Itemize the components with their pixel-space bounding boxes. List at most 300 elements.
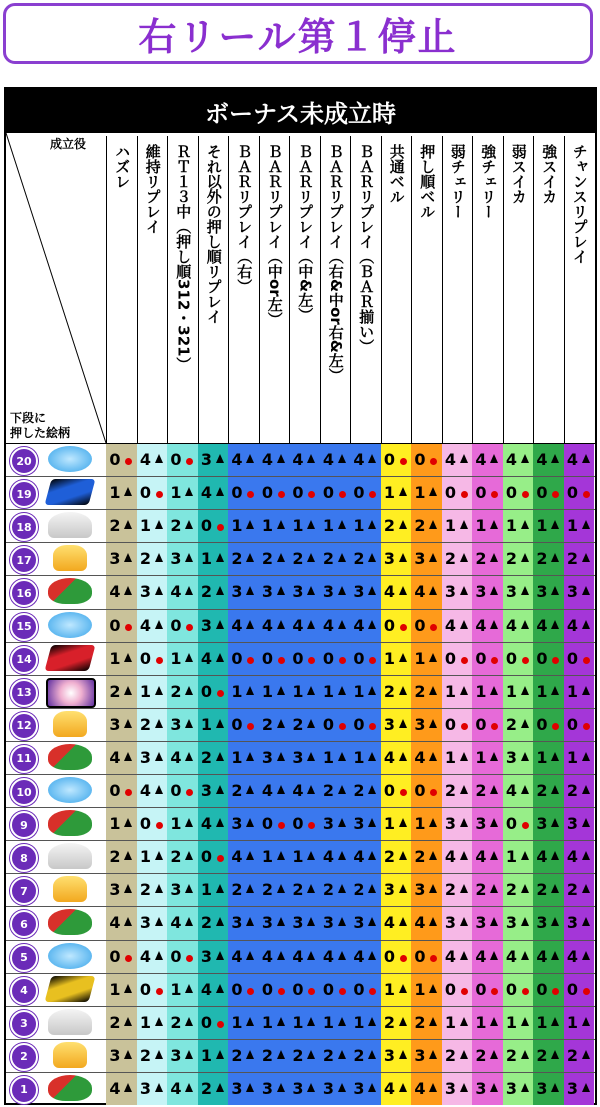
slip-up-arrow-icon: [460, 520, 468, 529]
slip-up-arrow-icon: [368, 520, 376, 529]
cell-value: 2: [353, 1045, 365, 1065]
cell-value: 3: [505, 913, 518, 933]
slip-up-arrow-icon: [429, 818, 437, 827]
slip-up-arrow-icon: [246, 884, 254, 893]
cell-value: 4: [536, 615, 548, 635]
slip-up-arrow-icon: [124, 884, 132, 893]
cell-value: 3: [505, 747, 518, 767]
slip-up-arrow-icon: [124, 752, 132, 761]
slip-up-arrow-icon: [582, 818, 590, 827]
row-divider: [6, 940, 595, 941]
slip-dot-icon: [217, 855, 224, 862]
slip-up-arrow-icon: [155, 520, 163, 529]
cell-value: 4: [200, 814, 213, 834]
cell-value: 3: [292, 1078, 304, 1098]
cell-value: 3: [109, 714, 121, 734]
cell-value: 3: [566, 814, 579, 834]
slip-dot-icon: [247, 657, 254, 664]
slip-up-arrow-icon: [429, 520, 437, 529]
slip-up-arrow-icon: [582, 686, 590, 695]
cell-value: 4: [536, 450, 548, 469]
cell-value: 0: [475, 714, 487, 734]
cell-value: 2: [505, 880, 518, 900]
cell-value: 3: [505, 582, 518, 602]
slip-up-arrow-icon: [155, 620, 163, 629]
cell-value: 0: [322, 979, 335, 999]
cell-value: 1: [475, 1012, 487, 1032]
bar-red-symbol-icon: [45, 645, 96, 671]
slip-up-arrow-icon: [185, 520, 193, 529]
cell-value: 4: [414, 1078, 426, 1098]
cell-value: 0: [322, 483, 335, 503]
cell-value: 1: [414, 648, 426, 668]
cell-value: 1: [383, 814, 396, 834]
slip-up-arrow-icon: [490, 818, 498, 827]
cell-value: 2: [383, 681, 396, 701]
cell-value: 1: [444, 1012, 457, 1032]
cell-value: 4: [475, 450, 487, 469]
bar-blue-symbol-icon: [45, 479, 96, 505]
slip-up-arrow-icon: [185, 686, 193, 695]
slip-up-arrow-icon: [246, 1050, 254, 1059]
cell-value: 3: [322, 1078, 335, 1098]
cell-value: 2: [292, 714, 304, 734]
slip-up-arrow-icon: [216, 454, 224, 463]
cell-value: 3: [292, 913, 304, 933]
slip-dot-icon: [339, 723, 346, 730]
slip-up-arrow-icon: [277, 586, 285, 595]
cell-value: 0: [200, 681, 213, 701]
slip-up-arrow-icon: [490, 553, 498, 562]
cell-value: 3: [475, 582, 487, 602]
slip-up-arrow-icon: [429, 487, 437, 496]
slip-up-arrow-icon: [124, 984, 132, 993]
cell-value: 3: [353, 913, 365, 933]
page-title: 右リール第１停止: [138, 15, 458, 59]
slip-up-arrow-icon: [399, 851, 407, 860]
slip-dot-icon: [217, 524, 224, 531]
slip-up-arrow-icon: [246, 1083, 254, 1092]
special-symbol-icon: [46, 678, 96, 708]
slip-up-arrow-icon: [185, 487, 193, 496]
cell-value: 4: [231, 946, 243, 966]
cell-value: 4: [566, 946, 579, 966]
cell-value: 1: [170, 979, 182, 999]
cell-value: 2: [261, 880, 274, 900]
cell-value: 4: [536, 847, 548, 867]
slip-up-arrow-icon: [216, 917, 224, 926]
slip-up-arrow-icon: [338, 917, 346, 926]
slip-up-arrow-icon: [307, 884, 315, 893]
slip-dot-icon: [552, 988, 559, 995]
slip-dot-icon: [278, 822, 285, 829]
slip-up-arrow-icon: [338, 520, 346, 529]
cell-value: 1: [505, 681, 518, 701]
cell-value: 4: [414, 582, 426, 602]
cell-value: 1: [414, 979, 426, 999]
cell-value: 4: [444, 450, 457, 469]
cell-value: 3: [383, 1045, 396, 1065]
cell-value: 4: [414, 913, 426, 933]
slip-up-arrow-icon: [551, 818, 559, 827]
row-divider: [6, 973, 595, 974]
slip-up-arrow-icon: [124, 818, 132, 827]
slip-dot-icon: [583, 657, 590, 664]
cell-value: 0: [322, 648, 335, 668]
slip-up-arrow-icon: [368, 818, 376, 827]
cell-value: 4: [444, 946, 457, 966]
cell-value: 3: [414, 714, 426, 734]
row-divider: [6, 575, 595, 576]
row-divider: [6, 1039, 595, 1040]
cell-value: 2: [353, 781, 365, 800]
column-header-2: [167, 136, 198, 443]
column-header-label: ＢＡＲリプレイ（中or左）: [265, 144, 284, 327]
cell-value: 2: [475, 880, 487, 900]
cell-value: 1: [414, 483, 426, 503]
cell-value: 3: [353, 814, 365, 834]
cell-value: 2: [505, 714, 518, 734]
cell-value: 4: [170, 913, 182, 933]
row-number-badge: 16: [10, 579, 38, 607]
cell-value: 3: [353, 1078, 365, 1098]
slip-up-arrow-icon: [307, 951, 315, 960]
cell-value: 0: [231, 483, 243, 503]
cell-value: 2: [566, 880, 579, 900]
cell-value: 4: [292, 615, 304, 635]
cell-value: 2: [231, 880, 243, 900]
stop-table: [4, 87, 597, 1105]
slip-up-arrow-icon: [582, 851, 590, 860]
slip-up-arrow-icon: [460, 752, 468, 761]
cell-value: 4: [322, 615, 335, 635]
cell-value: 1: [322, 747, 335, 767]
cell-value: 2: [109, 1012, 121, 1032]
row-number-badge: 9: [10, 811, 38, 839]
cell-value: 1: [475, 681, 487, 701]
slip-up-arrow-icon: [185, 719, 193, 728]
cell-value: 0: [292, 814, 304, 834]
cell-value: 2: [139, 549, 152, 569]
slip-up-arrow-icon: [429, 1017, 437, 1026]
cell-value: 4: [383, 582, 396, 602]
row-number-badge: 5: [10, 944, 38, 972]
slip-up-arrow-icon: [551, 686, 559, 695]
bar-yellow-symbol-icon: [45, 976, 96, 1002]
slip-up-arrow-icon: [399, 1050, 407, 1059]
slip-up-arrow-icon: [246, 686, 254, 695]
slip-up-arrow-icon: [246, 818, 254, 827]
slip-up-arrow-icon: [338, 454, 346, 463]
cell-value: 3: [475, 913, 487, 933]
cell-value: 0: [109, 615, 121, 635]
cell-value: 2: [322, 781, 335, 800]
slip-up-arrow-icon: [155, 1017, 163, 1026]
cell-value: 0: [109, 781, 121, 800]
slip-up-arrow-icon: [368, 951, 376, 960]
cell-value: 1: [505, 847, 518, 867]
cell-value: 3: [566, 1078, 579, 1098]
column-header-label: ハズレ: [113, 144, 132, 189]
slip-up-arrow-icon: [368, 851, 376, 860]
watermelon-symbol-icon: [48, 810, 92, 836]
cell-value: 1: [505, 1012, 518, 1032]
slip-dot-icon: [369, 988, 376, 995]
slip-up-arrow-icon: [277, 1017, 285, 1026]
cell-value: 3: [139, 913, 152, 933]
slip-up-arrow-icon: [399, 653, 407, 662]
bell-symbol-icon: [53, 545, 87, 571]
slip-dot-icon: [125, 789, 132, 796]
slip-up-arrow-icon: [307, 553, 315, 562]
cell-value: 2: [383, 847, 396, 867]
cell-value: 1: [200, 1045, 213, 1065]
cell-value: 2: [200, 582, 213, 602]
slip-up-arrow-icon: [551, 586, 559, 595]
cell-value: 3: [566, 913, 579, 933]
slip-up-arrow-icon: [429, 884, 437, 893]
slip-dot-icon: [461, 657, 468, 664]
slip-dot-icon: [461, 723, 468, 730]
slip-up-arrow-icon: [551, 1017, 559, 1026]
cell-value: 4: [170, 582, 182, 602]
cell-value: 2: [261, 549, 274, 569]
cell-value: 2: [170, 1012, 182, 1032]
row-divider: [6, 642, 595, 643]
cell-value: 0: [566, 979, 579, 999]
cell-value: 4: [139, 450, 152, 469]
cell-value: 0: [292, 979, 304, 999]
slip-up-arrow-icon: [307, 1050, 315, 1059]
slip-up-arrow-icon: [551, 917, 559, 926]
cell-value: 3: [170, 880, 182, 900]
slip-dot-icon: [278, 988, 285, 995]
cell-value: 1: [109, 483, 121, 503]
cell-value: 1: [353, 1012, 365, 1032]
cell-value: 2: [353, 880, 365, 900]
cell-value: 4: [353, 615, 365, 635]
slip-up-arrow-icon: [246, 917, 254, 926]
slip-up-arrow-icon: [551, 454, 559, 463]
slip-up-arrow-icon: [338, 586, 346, 595]
cell-value: 2: [505, 549, 518, 569]
cell-value: 2: [566, 781, 579, 800]
cell-value: 1: [566, 747, 579, 767]
cell-value: 3: [383, 549, 396, 569]
slip-up-arrow-icon: [216, 487, 224, 496]
slip-up-arrow-icon: [368, 454, 376, 463]
column-header-14: [533, 136, 564, 443]
slip-dot-icon: [308, 657, 315, 664]
cell-value: 2: [414, 1012, 426, 1032]
cell-value: 3: [139, 747, 152, 767]
slip-dot-icon: [522, 491, 529, 498]
cell-value: 1: [536, 516, 548, 536]
cell-value: 2: [109, 681, 121, 701]
slip-up-arrow-icon: [551, 951, 559, 960]
cell-value: 4: [444, 615, 457, 635]
slip-up-arrow-icon: [155, 1083, 163, 1092]
slip-up-arrow-icon: [155, 752, 163, 761]
cell-value: 0: [231, 714, 243, 734]
slip-up-arrow-icon: [460, 884, 468, 893]
cell-value: 4: [170, 747, 182, 767]
cell-value: 0: [261, 979, 274, 999]
cell-value: 4: [475, 847, 487, 867]
slip-up-arrow-icon: [277, 520, 285, 529]
row-number-badge: 18: [10, 513, 38, 541]
slip-up-arrow-icon: [185, 752, 193, 761]
slip-up-arrow-icon: [246, 520, 254, 529]
slip-up-arrow-icon: [429, 653, 437, 662]
slip-up-arrow-icon: [582, 454, 590, 463]
cell-value: 2: [536, 880, 548, 900]
cell-value: 1: [322, 516, 335, 536]
cell-value: 3: [444, 582, 457, 602]
row-number-badge: 8: [10, 844, 38, 872]
cell-value: 3: [261, 747, 274, 767]
cell-value: 0: [170, 781, 182, 800]
cell-value: 0: [261, 814, 274, 834]
cell-value: 4: [292, 781, 304, 800]
cell-value: 2: [231, 549, 243, 569]
cell-value: 2: [383, 516, 396, 536]
cell-value: 2: [109, 847, 121, 867]
slip-up-arrow-icon: [185, 1050, 193, 1059]
slip-up-arrow-icon: [277, 917, 285, 926]
cell-value: 3: [322, 814, 335, 834]
title-box: [3, 3, 593, 64]
cell-value: 0: [475, 648, 487, 668]
slip-up-arrow-icon: [460, 818, 468, 827]
slip-up-arrow-icon: [399, 553, 407, 562]
slip-up-arrow-icon: [185, 653, 193, 662]
slip-up-arrow-icon: [460, 917, 468, 926]
cell-value: 3: [353, 582, 365, 602]
corner-label-bottom: [10, 411, 70, 441]
cell-value: 0: [261, 483, 274, 503]
cell-value: 0: [200, 1012, 213, 1032]
cell-value: 4: [292, 450, 304, 469]
cell-value: 2: [566, 1045, 579, 1065]
cell-value: 2: [139, 880, 152, 900]
slip-up-arrow-icon: [551, 785, 559, 794]
cell-value: 3: [261, 1078, 274, 1098]
cell-value: 3: [231, 1078, 243, 1098]
slip-dot-icon: [400, 789, 407, 796]
cell-value: 2: [322, 880, 335, 900]
row-number-badge: 17: [10, 546, 38, 574]
slip-up-arrow-icon: [307, 620, 315, 629]
slip-up-arrow-icon: [246, 851, 254, 860]
section-band: ボーナス未成立時: [6, 89, 595, 133]
cell-value: 4: [139, 781, 152, 800]
slip-up-arrow-icon: [582, 553, 590, 562]
cell-value: 3: [536, 1078, 548, 1098]
column-header-label: それ以外の押し順リプレイ: [204, 144, 223, 324]
cell-value: 4: [322, 847, 335, 867]
cell-value: 3: [444, 1078, 457, 1098]
cell-value: 2: [292, 549, 304, 569]
slip-up-arrow-icon: [582, 586, 590, 595]
cell-value: 4: [414, 747, 426, 767]
slip-up-arrow-icon: [490, 851, 498, 860]
cell-value: 3: [231, 582, 243, 602]
row-divider: [6, 1072, 595, 1073]
cell-value: 0: [505, 979, 518, 999]
slip-dot-icon: [217, 1021, 224, 1028]
cell-value: 0: [383, 450, 396, 469]
slip-up-arrow-icon: [185, 586, 193, 595]
cell-value: 0: [414, 450, 426, 469]
cell-value: 1: [383, 483, 396, 503]
cell-value: 4: [322, 946, 335, 966]
cell-value: 3: [414, 549, 426, 569]
slip-dot-icon: [247, 988, 254, 995]
cell-value: 2: [322, 1045, 335, 1065]
slip-up-arrow-icon: [124, 487, 132, 496]
corner-label-top: 成立役: [50, 137, 87, 151]
slip-up-arrow-icon: [521, 1050, 529, 1059]
replay-symbol-icon: [48, 446, 92, 472]
slip-up-arrow-icon: [185, 818, 193, 827]
cell-value: 2: [414, 847, 426, 867]
cell-value: 3: [109, 1045, 121, 1065]
cell-value: 1: [292, 681, 304, 701]
row-number-badge: 19: [10, 480, 38, 508]
slip-up-arrow-icon: [399, 487, 407, 496]
watermelon-symbol-icon: [48, 578, 92, 604]
corner-label-bottom-2: 押した絵柄: [10, 426, 71, 440]
slip-up-arrow-icon: [124, 520, 132, 529]
slip-dot-icon: [522, 988, 529, 995]
row-number-badge: 2: [10, 1043, 38, 1071]
slip-up-arrow-icon: [338, 884, 346, 893]
slip-up-arrow-icon: [490, 620, 498, 629]
cell-value: 2: [109, 516, 121, 536]
slip-up-arrow-icon: [429, 1050, 437, 1059]
cell-value: 0: [200, 516, 213, 536]
cell-value: 1: [566, 681, 579, 701]
cell-value: 3: [414, 880, 426, 900]
cell-value: 2: [536, 549, 548, 569]
cell-value: 4: [200, 648, 213, 668]
slip-up-arrow-icon: [582, 1017, 590, 1026]
slip-up-arrow-icon: [368, 752, 376, 761]
slip-up-arrow-icon: [399, 752, 407, 761]
cell-value: 1: [292, 847, 304, 867]
slip-up-arrow-icon: [490, 1050, 498, 1059]
slip-up-arrow-icon: [521, 752, 529, 761]
column-header-5: [259, 136, 290, 443]
slip-dot-icon: [400, 624, 407, 631]
cell-value: 0: [566, 714, 579, 734]
slip-up-arrow-icon: [399, 884, 407, 893]
slip-up-arrow-icon: [429, 719, 437, 728]
slip-up-arrow-icon: [490, 785, 498, 794]
slip-up-arrow-icon: [307, 785, 315, 794]
silver-symbol-icon: [48, 512, 92, 538]
cell-value: 3: [536, 814, 548, 834]
slip-up-arrow-icon: [246, 553, 254, 562]
column-header-label: ＲＴ１３中（押し順312・321）: [174, 144, 193, 372]
slip-up-arrow-icon: [521, 454, 529, 463]
cell-value: 1: [200, 714, 213, 734]
cell-value: 2: [475, 1045, 487, 1065]
slip-up-arrow-icon: [246, 586, 254, 595]
cell-value: 4: [475, 615, 487, 635]
cell-value: 1: [444, 681, 457, 701]
